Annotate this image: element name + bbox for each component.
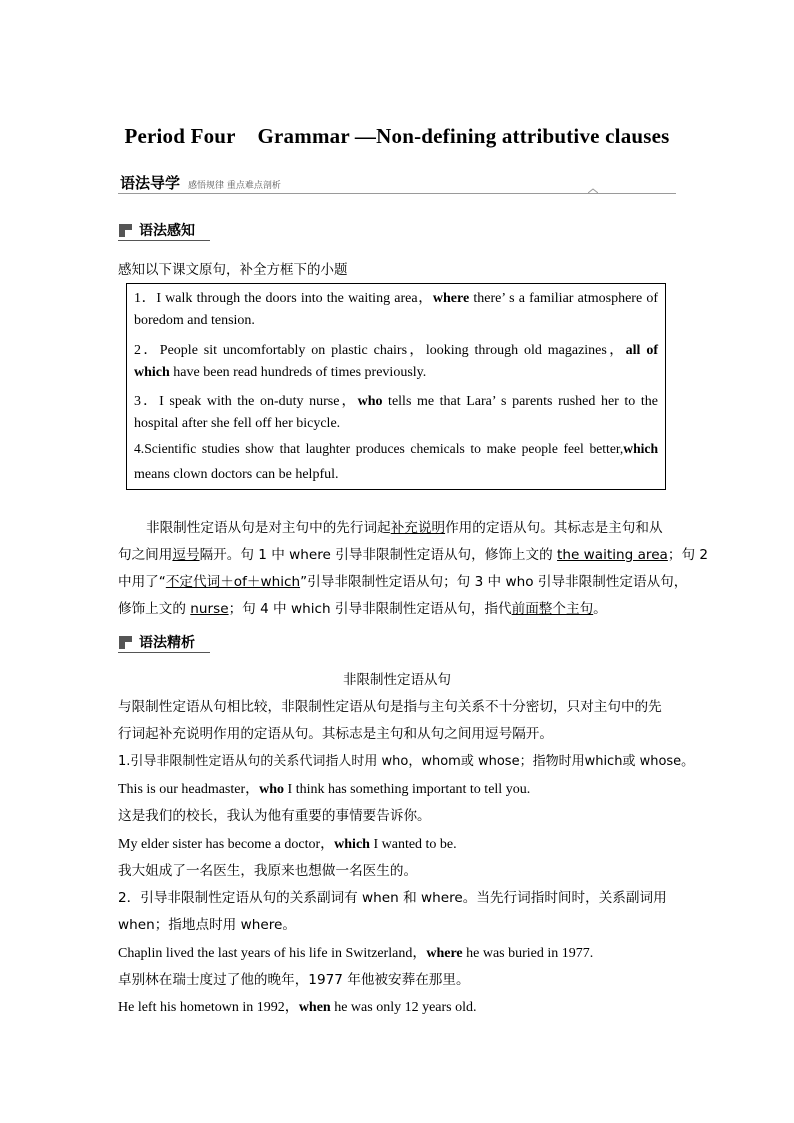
section-title: 语法导学 xyxy=(120,174,181,192)
example-translation-2: 我大姐成了一名医生，我原来也想做一名医生的。 xyxy=(118,863,418,879)
rule-2-line-2: when；指地点时用 where。 xyxy=(118,917,296,933)
divider-notch-icon xyxy=(588,188,598,194)
square-bullet-icon xyxy=(119,224,132,237)
explanation-line-2: 句之间用逗号隔开。句 1 中 where 引导非限制性定语从句，修饰上文的 the waiting area；句 2 xyxy=(118,547,709,563)
example-translation-1: 这是我们的校长，我认为他有重要的事情要告诉你。 xyxy=(118,808,431,824)
example-2-line-1: 2．People sit uncomfortably on plastic chairs，looking through old magazines，all of xyxy=(134,343,658,358)
explanation-line-3: 中用了“不定代词＋of＋which”引导非限制性定语从句；句 3 中 who 引导非限制性定语从句， xyxy=(118,574,688,590)
analysis-subtitle: 非限制性定语从句 xyxy=(343,672,451,688)
analysis-intro-line-1: 与限制性定语从句相比较，非限制性定语从句是指与主句关系不十分密切，只对主句中的先 xyxy=(118,699,662,715)
example-sentence-1: This is our headmaster，who I think has something important to tell you. xyxy=(118,782,531,797)
perception-instruction: 感知以下课文原句，补全方框下的小题 xyxy=(118,262,348,278)
example-3-line-1: 3．I speak with the on-duty nurse，who tells me that Lara’ s parents rushed her to the xyxy=(134,394,658,409)
section-header xyxy=(118,172,676,194)
example-sentence-2: My elder sister has become a doctor，which I wanted to be. xyxy=(118,837,457,852)
rule-1: 1.引导非限制性定语从句的关系代词指人时用 who，whom或 whose；指物时用which或 whose。 xyxy=(118,754,695,769)
example-translation-3: 卓别林在瑞士度过了他的晚年，1977 年他被安葬在那里。 xyxy=(118,972,470,988)
analysis-heading: 语法精析 xyxy=(118,631,210,653)
example-sentence-4: He left his hometown in 1992，when he was only 12 years old. xyxy=(118,1000,477,1015)
example-3-line-2: hospital after she fell off her bicycle. xyxy=(134,416,341,431)
section-subtitle: 感悟规律 重点难点剖析 xyxy=(188,181,281,191)
explanation-line-1: 非限制性定语从句是对主句中的先行词起补充说明作用的定语从句。其标志是主句和从 xyxy=(146,520,663,536)
page-title: Period Four Grammar —Non-defining attributive clauses xyxy=(124,124,670,148)
square-bullet-icon xyxy=(119,636,132,649)
example-2-line-2: which have been read hundreds of times previously. xyxy=(134,365,427,380)
example-sentence-3: Chaplin lived the last years of his life in Switzerland，where he was buried in 1977. xyxy=(118,946,594,961)
example-4-line-1: 4.Scientific studies show that laughter produces chemicals to make people feel better,which xyxy=(134,441,658,456)
explanation-line-4: 修饰上文的 nurse；句 4 中 which 引导非限制性定语从句，指代前面整个主句。 xyxy=(118,601,607,617)
example-box xyxy=(126,283,666,490)
example-1-line-1: 1．I walk through the doors into the waiting area，where there’ s a familiar atmosphere of xyxy=(134,291,658,306)
perception-heading: 语法感知 xyxy=(118,219,210,241)
example-4-line-2: means clown doctors can be helpful. xyxy=(134,467,339,482)
example-1-line-2: boredom and tension. xyxy=(134,313,255,328)
rule-2-line-1: 2．引导非限制性定语从句的关系副词有 when 和 where。当先行词指时间时，关系副词用 xyxy=(118,890,667,906)
analysis-intro-line-2: 行词起补充说明作用的定语从句。其标志是主句和从句之间用逗号隔开。 xyxy=(118,726,553,742)
